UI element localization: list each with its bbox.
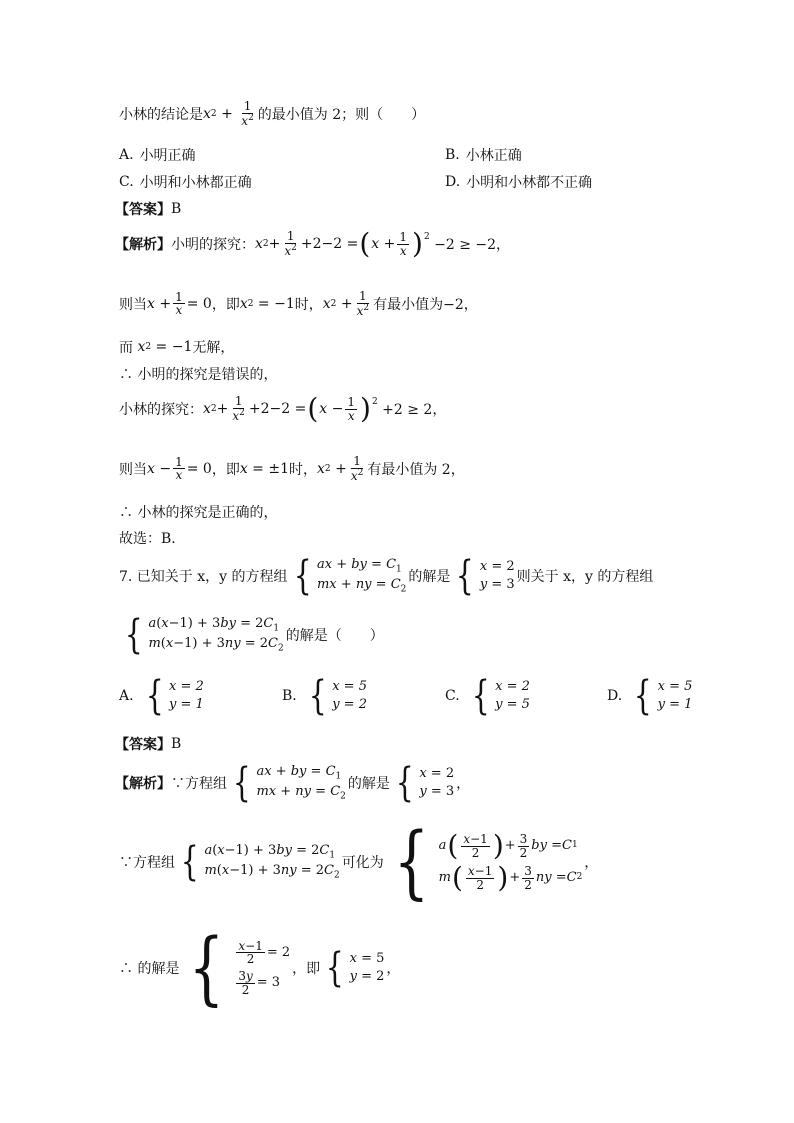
fraction: $\frac{1}{x}$ bbox=[347, 394, 356, 423]
option-label: D. bbox=[445, 174, 461, 190]
text: 可化为 bbox=[341, 855, 384, 871]
q6-line9 bbox=[119, 528, 185, 548]
text: ，即 bbox=[211, 461, 240, 478]
derived-system: { $\frac{x-1}{2}$ = 2 $\frac{3y}{2}$ = 3 bbox=[189, 921, 291, 1014]
text: ∵方程组 bbox=[171, 776, 227, 792]
text: ∴ 的解是 bbox=[119, 961, 180, 977]
text: 的解是 bbox=[347, 776, 390, 792]
answer-tag: 【答案】 bbox=[115, 737, 171, 753]
option-system: { x = 5 y = 2 bbox=[308, 673, 367, 719]
text: 故选：B． bbox=[119, 531, 186, 547]
solution-system: { x = 5 y = 2 bbox=[325, 945, 385, 991]
option-x: x = 2 bbox=[495, 679, 530, 695]
text: 的解是 bbox=[408, 569, 451, 585]
text: ∵方程组 bbox=[119, 855, 175, 871]
option-text: 小明和小林都不正确 bbox=[466, 175, 593, 191]
text: ， bbox=[584, 855, 599, 871]
text: ， bbox=[456, 776, 471, 792]
option-y: y = 1 bbox=[169, 697, 204, 712]
option-text: 小明正确 bbox=[139, 148, 196, 164]
q6-conclusion-pre: 小林的结论是 bbox=[119, 106, 203, 123]
q6-line4: 而 x 2 = −1 无解， bbox=[119, 339, 235, 356]
fraction: $\frac{1}{x}$ bbox=[399, 229, 408, 258]
text: 而 bbox=[119, 340, 133, 356]
q7-answer bbox=[115, 734, 181, 754]
q6-answer bbox=[115, 199, 181, 219]
fraction: $\frac{1}{x^2}$ bbox=[356, 289, 370, 318]
text: ∴ 小明的探究是错误的， bbox=[119, 367, 278, 383]
option-y: y = 1 bbox=[657, 697, 693, 712]
option-text: 小林正确 bbox=[465, 148, 522, 164]
text: ，即 bbox=[211, 296, 240, 313]
option-y: y = 2 bbox=[332, 697, 367, 712]
text: 的解是（ ） bbox=[285, 628, 384, 644]
equation-system: { ax + by = $C_1$ mx + ny = $C_2$ bbox=[293, 553, 407, 599]
text: ，即 bbox=[292, 961, 321, 977]
option-label: A. bbox=[119, 147, 134, 163]
text: −2， bbox=[443, 296, 478, 313]
option-x: x = 2 bbox=[169, 679, 204, 695]
option-system: { x = 2 y = 5 bbox=[471, 673, 530, 719]
answer-tag: 【答案】 bbox=[115, 202, 171, 218]
solution-system: { x = 2 y = 3 bbox=[456, 553, 515, 599]
q6-option-b[interactable] bbox=[445, 145, 522, 165]
fraction: $\frac{1}{x^2}$ bbox=[350, 454, 364, 483]
q7-analysis-2 bbox=[119, 815, 599, 908]
text: 无解， bbox=[192, 340, 235, 356]
q7-stem-2 bbox=[119, 612, 384, 658]
option-label: D. bbox=[607, 688, 623, 704]
option-label: C. bbox=[119, 174, 134, 190]
option-x: x = 5 bbox=[332, 679, 367, 695]
q6-conclusion: 小林的结论是 x 2 + $\frac{1}{x^2}$ 的最小值为 2；则（ ） bbox=[119, 99, 426, 128]
text: 时， bbox=[289, 461, 318, 478]
text: ， bbox=[386, 961, 401, 977]
transformed-system: { a ( $\frac{x-1}{2}$ ) + $\frac{3}{2}$ by = C 1 m ( $\frac{x-1}{2}$ ) + $\frac{3}{2}$ ny = C 2 bbox=[393, 815, 583, 908]
q7-stem bbox=[119, 553, 654, 599]
q6-conclusion-mid: 的最小值为 2；则（ ） bbox=[257, 106, 426, 123]
option-system: { x = 5 y = 1 bbox=[634, 673, 693, 719]
equation-system: { ax + by = $C_1$ mx + ny = $C_2$ bbox=[232, 760, 346, 806]
q6-option-d[interactable] bbox=[445, 172, 592, 192]
q6-line5 bbox=[119, 364, 277, 384]
option-y: y = 5 bbox=[495, 697, 530, 712]
answer-value: B bbox=[171, 201, 182, 217]
answer-value: B bbox=[171, 736, 182, 752]
solution-system: { x = 2 y = 3 bbox=[395, 760, 455, 806]
equation-system: { $a(x-1) + 3by = 2C_1$ $m(x-1) + 3ny = 2C_2$ bbox=[180, 839, 340, 885]
q6-option-c[interactable] bbox=[119, 172, 252, 192]
xm-label: 小明的探究： bbox=[171, 237, 255, 253]
option-label: B. bbox=[282, 688, 297, 704]
option-text: 小明和小林都正确 bbox=[139, 175, 252, 191]
fraction: $\frac{1}{x}$ bbox=[175, 454, 183, 483]
q7-option-d[interactable] bbox=[607, 673, 694, 719]
fraction: $\frac{1}{x^2}$ bbox=[241, 99, 254, 128]
q6-analysis-xl: 小林的探究： x 2 + $\frac{1}{x^2}$ +2−2 = ( x − $\frac{1}{x}$ ) $^2$ +2 ≥ 2， bbox=[119, 392, 447, 425]
q6-option-a[interactable] bbox=[119, 145, 196, 165]
equation-system: { $a(x-1) + 3by = 2C_1$ $m(x-1) + 3ny = 2C_2$ bbox=[124, 612, 284, 658]
text: 7. 已知关于 x，y 的方程组 bbox=[119, 569, 288, 585]
fraction: $\frac{1}{x^2}$ bbox=[284, 229, 297, 258]
q7-option-c[interactable] bbox=[445, 673, 532, 719]
option-label: B. bbox=[445, 147, 460, 163]
text: 有最小值为 2， bbox=[367, 461, 465, 478]
xl-label: 小林的探究： bbox=[119, 402, 203, 418]
q7-analysis-3 bbox=[119, 921, 401, 1014]
fraction: $\frac{1}{x^2}$ bbox=[232, 394, 245, 423]
q6-analysis-xm: 【解析】 小明的探究： x 2 + $\frac{1}{x^2}$ +2−2 = ( x + $\frac{1}{x}$ ) $^2$ −2 ≥ −2， bbox=[115, 227, 511, 260]
text: 则关于 x，y 的方程组 bbox=[516, 569, 654, 585]
text: ∴ 小林的探究是正确的， bbox=[119, 505, 278, 521]
q7-option-a[interactable] bbox=[119, 673, 206, 719]
text: 有最小值为 bbox=[373, 296, 444, 313]
analysis-tag: 【解析】 bbox=[115, 776, 171, 792]
option-label: A. bbox=[119, 688, 134, 704]
q7-option-b[interactable] bbox=[282, 673, 369, 719]
text: 时， bbox=[294, 296, 323, 313]
q6-line3: 则当 x + $\frac{1}{x}$ = 0 ，即 x 2 = −1 时， x 2 + $\frac{1}{x^2}$ 有最小值为 −2， bbox=[119, 289, 478, 318]
fraction: $\frac{1}{x}$ bbox=[175, 289, 183, 318]
option-system: { x = 2 y = 1 bbox=[145, 673, 204, 719]
option-x: x = 5 bbox=[657, 679, 693, 695]
q7-analysis-1 bbox=[115, 760, 471, 806]
option-label: C. bbox=[445, 688, 460, 704]
text: 则当 bbox=[119, 461, 147, 478]
q6-line7: 则当 x − $\frac{1}{x}$ = 0 ，即 x = ±1 时， x 2 + $\frac{1}{x^2}$ 有最小值为 2， bbox=[119, 454, 465, 483]
q6-line8 bbox=[119, 502, 277, 522]
analysis-tag: 【解析】 bbox=[115, 237, 171, 253]
text: 则当 bbox=[119, 296, 147, 313]
